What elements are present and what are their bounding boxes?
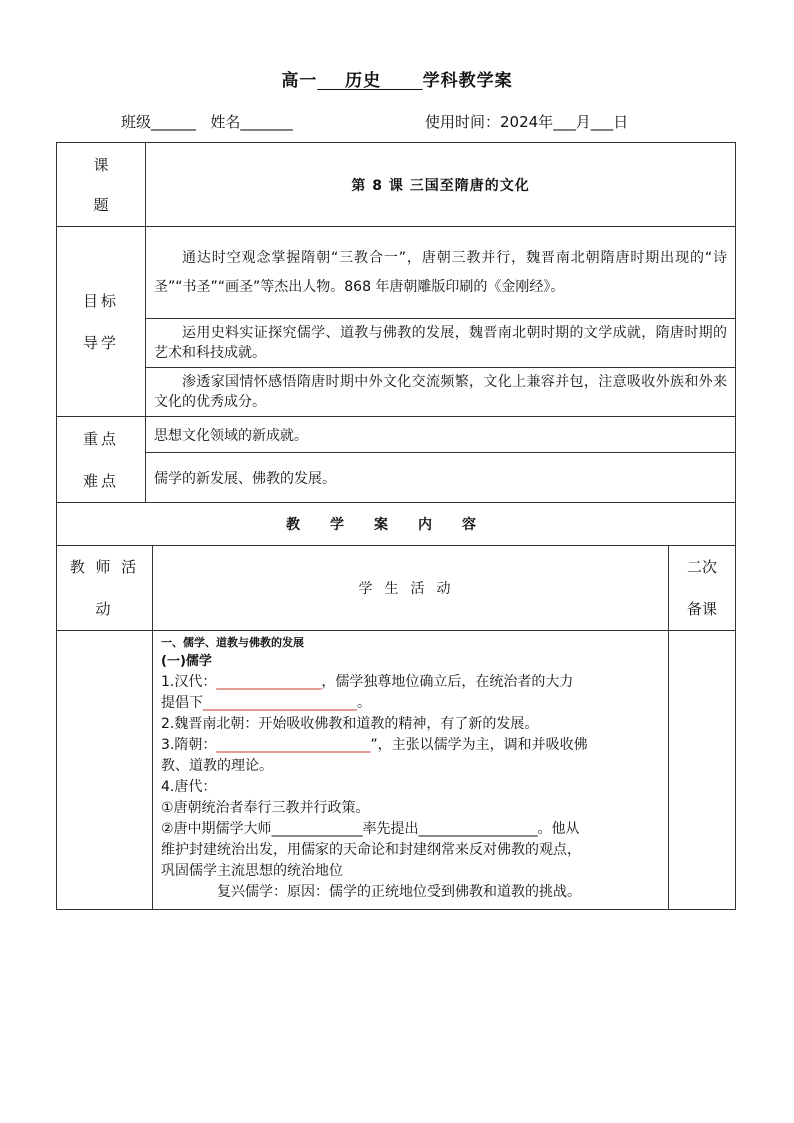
item-text: 。	[357, 695, 371, 711]
goal-label-cell	[57, 227, 146, 417]
prep-label-2: 备课	[687, 600, 718, 618]
lesson-title: 第 8 课 三国至隋唐的文化	[146, 143, 736, 227]
goal-label-2: 导学	[82, 333, 119, 352]
activity-content-row	[57, 631, 736, 910]
item-5: 复兴儒学：原因：儒学的正统地位受到佛教和道教的挑战。	[217, 884, 581, 900]
key-label-2: 难点	[82, 471, 119, 490]
topic-label-2: 题	[93, 195, 109, 214]
goal-item: 渗透家国情怀感悟隋唐时期中外文化交流频繁，文化上兼容并包，注意吸收外族和外来文化的优秀成分。	[146, 368, 736, 417]
item-text: 提倡下	[161, 695, 203, 711]
fill-blank[interactable]: ______________________	[203, 695, 357, 711]
teacher-label-1: 教 师 活	[69, 558, 140, 576]
day-blank[interactable]: ___	[590, 113, 614, 131]
section-heading: 一、儒学、道教与佛教的发展	[161, 636, 304, 649]
prep-label-cell	[669, 546, 736, 631]
date-prefix: 使用时间：2024年	[425, 113, 554, 131]
topic-row	[57, 143, 736, 227]
topic-label-cell	[57, 143, 146, 227]
title-subject-text: 历史	[345, 71, 382, 91]
date-line	[425, 111, 628, 132]
item-text: 1.汉代：	[161, 674, 217, 690]
item-4-2	[161, 819, 660, 840]
key-row	[57, 417, 736, 453]
item-text: 。他从	[537, 821, 580, 837]
item-text: 率先提出	[362, 821, 419, 837]
item-text: ”，主张以儒学为主，调和并吸收佛	[370, 737, 588, 753]
item-1	[161, 672, 660, 693]
fill-blank[interactable]: ______________________	[216, 737, 371, 753]
goal-item: 运用史料实证探究儒学、道教与佛教的发展，魏晋南北朝时期的文学成就，隋唐时期的艺术和科技成就。	[146, 319, 736, 368]
student-label: 学生活动	[153, 546, 669, 631]
fill-blank[interactable]: _______________	[216, 674, 322, 690]
month-label: 月	[575, 113, 591, 131]
difficult-point: 儒学的新发展、佛教的发展。	[146, 453, 736, 503]
title-grade: 高一	[281, 71, 318, 91]
content-heading-row	[57, 503, 736, 546]
item-1-cont	[161, 693, 660, 714]
key-label-1: 重点	[82, 429, 119, 448]
goal-label-1: 目标	[82, 291, 119, 310]
subsection-heading: (一)儒学	[161, 654, 212, 669]
prep-notes-cell[interactable]	[669, 631, 736, 910]
item-3	[161, 735, 660, 756]
key-label-cell	[57, 417, 146, 503]
teacher-label-cell	[57, 546, 153, 631]
difficult-row	[57, 453, 736, 503]
goal-item: 通达时空观念掌握隋朝“三教合一”，唐朝三教并行，魏晋南北朝隋唐时期出现的“诗圣”“书圣”“画圣”等杰出人物。868 年唐朝雕版印刷的《金刚经》。	[146, 227, 736, 319]
lesson-plan-table	[56, 142, 736, 910]
prep-label-1: 二次	[687, 558, 718, 576]
item-4-2-cont: 维护封建统治出发，用儒家的天命论和封建纲常来反对佛教的观点，	[161, 842, 581, 858]
class-name-line	[121, 111, 293, 132]
content-heading: 教学案内容	[57, 503, 736, 546]
goal-row-2	[57, 319, 736, 368]
item-3-cont: 教、道教的理论。	[161, 758, 273, 774]
item-4: 4.唐代：	[161, 779, 217, 795]
class-field[interactable]: 班级______	[121, 113, 197, 131]
item-text: 3.隋朝：	[161, 737, 217, 753]
key-point: 思想文化领域的新成就。	[146, 417, 736, 453]
title-subject	[317, 71, 422, 91]
item-text: ，儒学独尊地位确立后，在统治者的大力	[321, 674, 574, 690]
fill-blank[interactable]: _____________	[271, 821, 363, 837]
activity-header-row	[57, 546, 736, 631]
teacher-activity-cell[interactable]	[57, 631, 153, 910]
day-label: 日	[613, 113, 629, 131]
goal-row-1	[57, 227, 736, 319]
item-4-1: ①唐朝统治者奉行三教并行政策。	[161, 800, 370, 816]
item-4-2-cont2: 巩固儒学主流思想的统治地位	[161, 863, 343, 879]
teacher-label-2: 动	[95, 600, 114, 618]
fill-blank[interactable]: _________________	[418, 821, 538, 837]
item-2: 2.魏晋南北朝：开始吸收佛教和道教的精神，有了新的发展。	[161, 716, 539, 732]
title-suffix: 学科教学案	[422, 71, 513, 91]
page-title	[0, 66, 794, 91]
item-text: ②唐中期儒学大师	[161, 821, 272, 837]
name-field[interactable]: 姓名_______	[210, 113, 293, 131]
goal-row-3	[57, 368, 736, 417]
topic-label-1: 课	[93, 155, 109, 174]
student-activity-cell	[153, 631, 669, 910]
month-blank[interactable]: ___	[553, 113, 576, 131]
